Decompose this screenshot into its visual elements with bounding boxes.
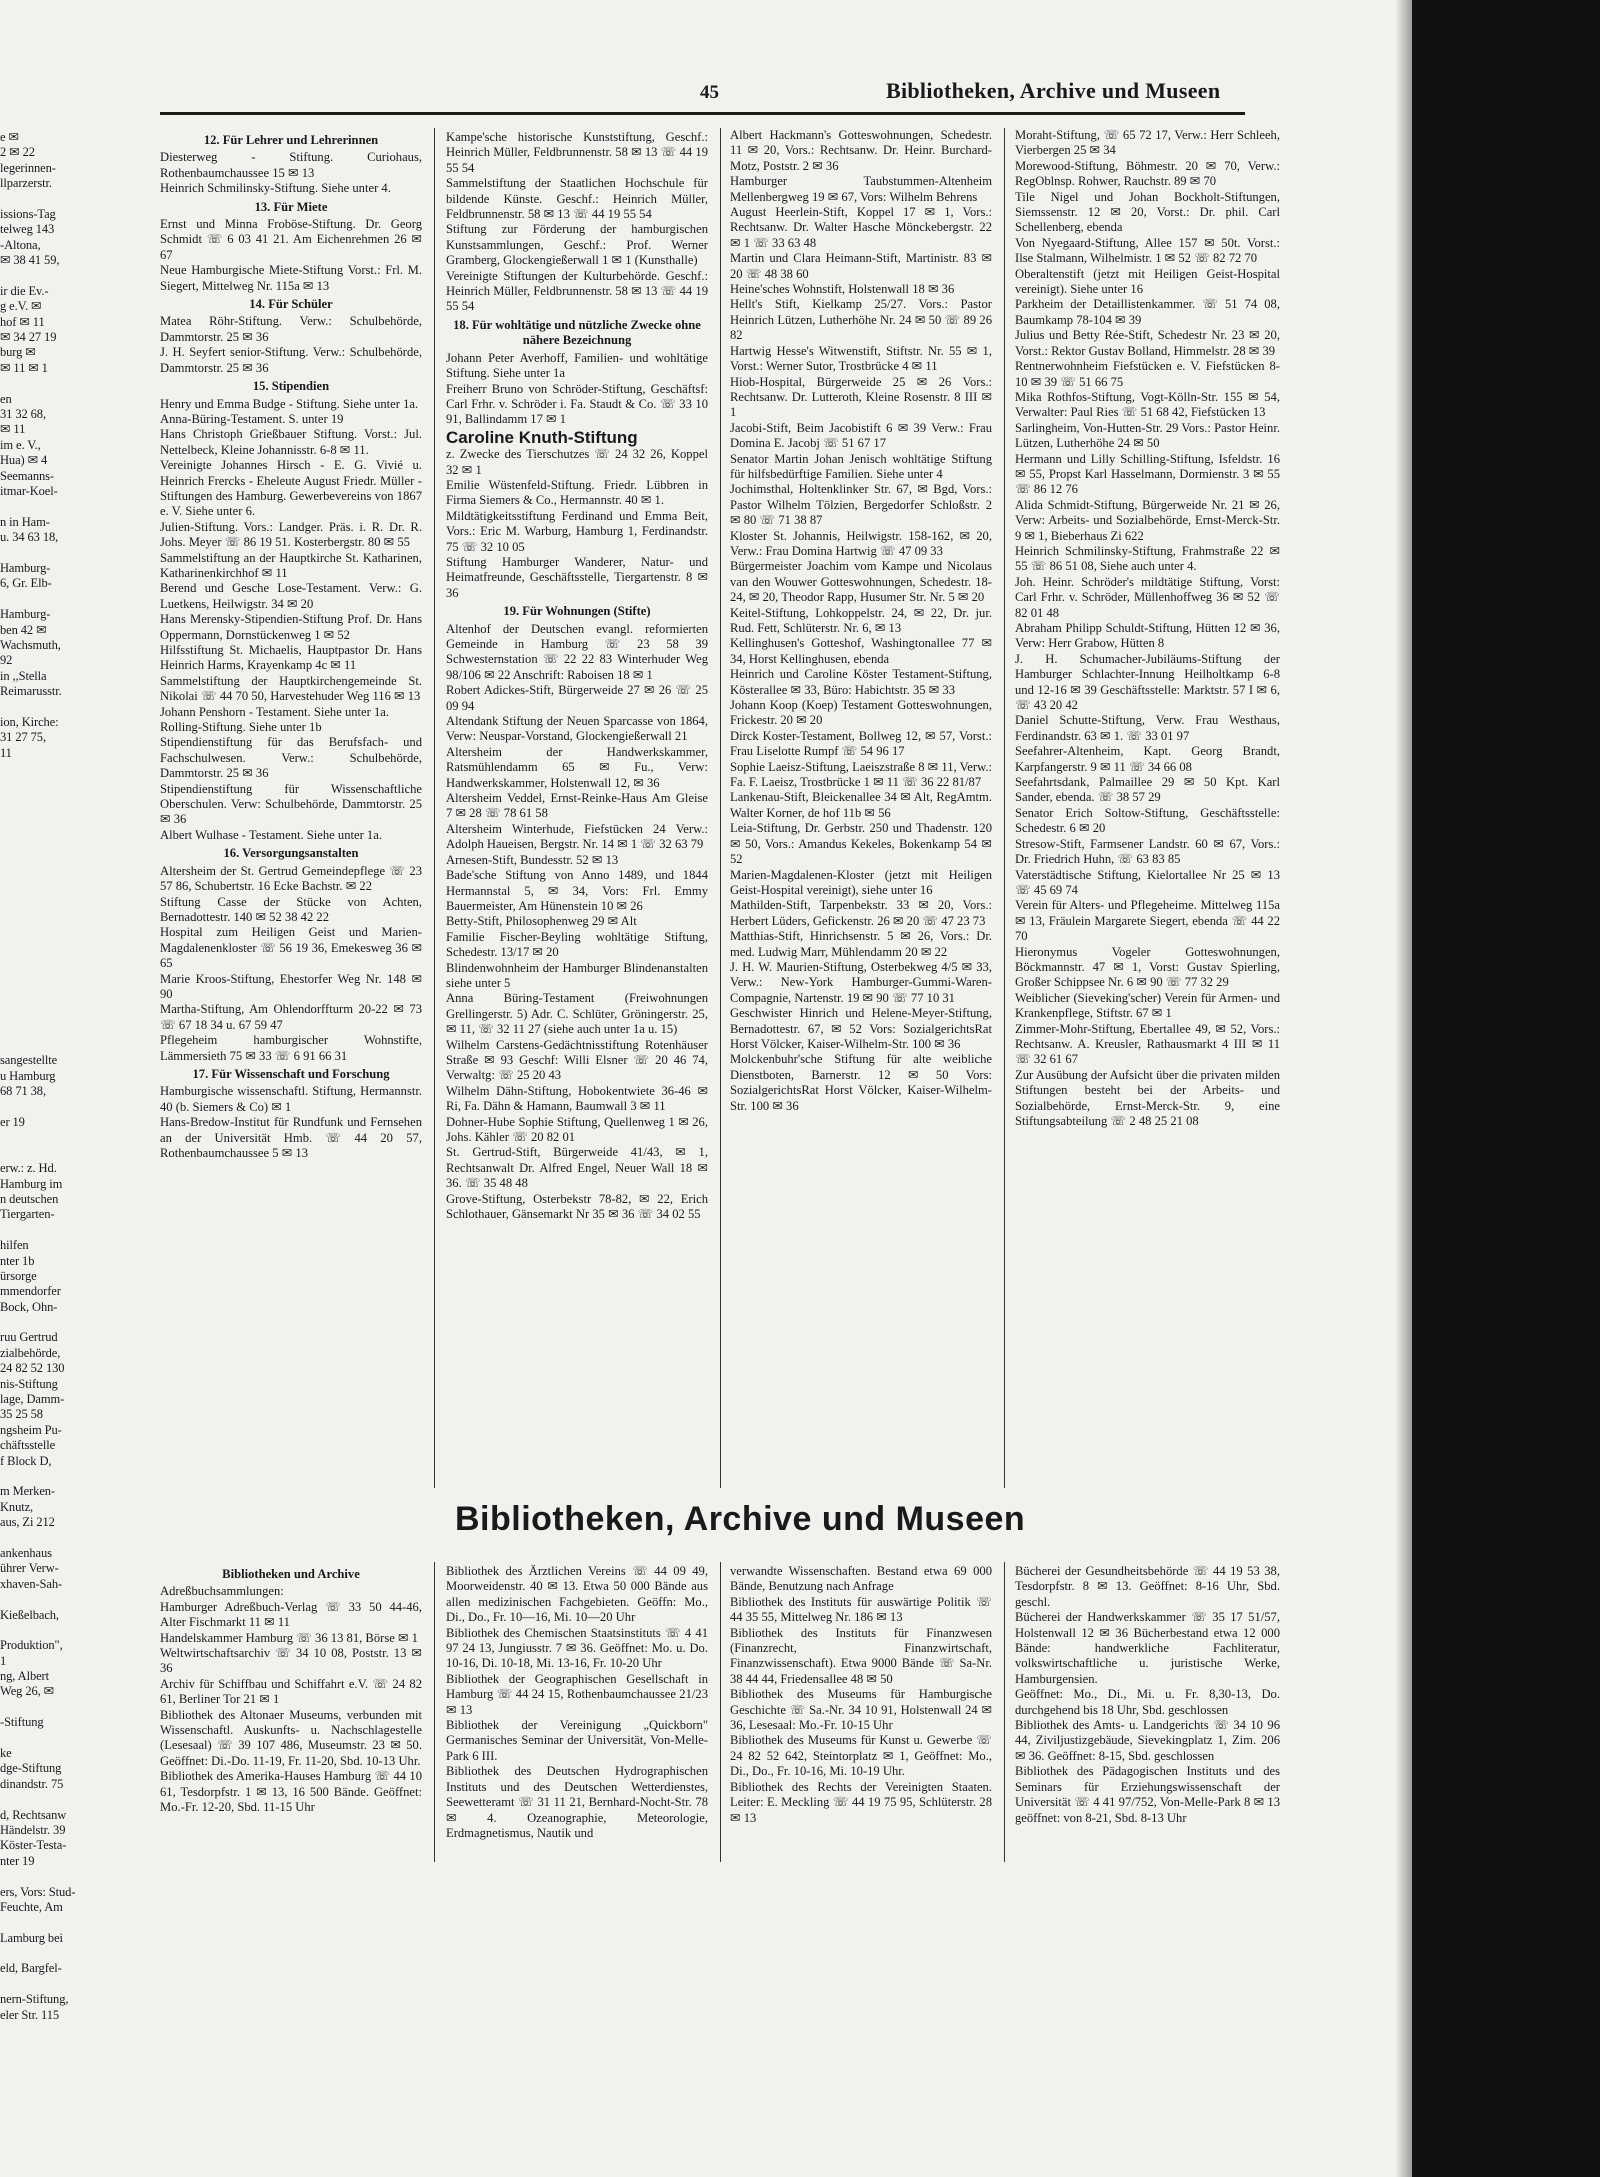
edge-text-line: ngsheim Pu- xyxy=(0,1422,62,1437)
edge-text-line: Hua) ✉ 4 xyxy=(0,453,48,468)
directory-entry: Sammelstiftung der Staatlichen Hochschule für bildende Künste. Geschf.: Heinrich Müller, Feldbrunnenstr. 58 ✉ 13 ☏ 44 19 55 54 xyxy=(446,176,708,222)
directory-entry: z. Zwecke des Tierschutzes ☏ 24 32 26, Koppel 32 ✉ 1 xyxy=(446,447,708,477)
directory-entry: Bibliothek des Chemischen Staatsinstituts ☏ 4 41 97 24 13, Jungiusstr. 7 ✉ 36. Geöffnet: Mo. u. Do. 10-16, Di. 10-18, Mi. 13-16, Fr. 10-20 Uhr xyxy=(446,1625,708,1671)
directory-entry: Berend und Gesche Lose-Testament. Verw.: G. Luetkens, Heilwigstr. 34 ✉ 20 xyxy=(160,581,422,611)
directory-entry: August Heerlein-Stift, Koppel 17 ✉ 1, Vors.: Rechtsanw. Dr. Walter Hasche Mönckebergstr. 22 ✉ 1 ☏ 33 63 48 xyxy=(730,205,992,250)
edge-text-line: lage, Damm- xyxy=(0,1392,65,1407)
edge-text-line: eler Str. 115 xyxy=(0,2007,59,2022)
edge-text-line: u Hamburg xyxy=(0,1068,56,1083)
running-title: Bibliotheken, Archive und Museen xyxy=(886,78,1221,103)
page-edge-shadow xyxy=(1395,0,1412,2177)
edge-text-line: ✉ 11 xyxy=(0,422,26,437)
edge-text-line xyxy=(0,838,86,853)
section-title: Bibliotheken, Archive und Museen xyxy=(455,1500,1026,1538)
edge-text-line: 35 25 58 xyxy=(0,1407,43,1422)
directory-entry: Jochimsthal, Holtenklinker Str. 67, ✉ Bgd, Vors.: Pastor Wilhelm Tölzien, Bergedorfer Schloßstr. 2 ✉ 80 ☏ 71 38 87 xyxy=(730,482,992,528)
column-divider xyxy=(434,128,435,1488)
bottom-column-1 xyxy=(160,1564,422,1816)
edge-text-line: nter 1b xyxy=(0,1253,35,1268)
directory-entry: Hellt's Stift, Kielkamp 25/27. Vors.: Pastor Heinrich Lützen, Lutherhöhe Nr. 24 ✉ 50 ☏ 89 26 82 xyxy=(730,297,992,343)
directory-entry: Lankenau-Stift, Bleickenallee 34 ✉ Alt, RegAmtm. Walter Korner, de hof 11b ✉ 56 xyxy=(730,790,992,820)
edge-text-line xyxy=(0,1977,86,1992)
section-heading: 14. Für Schüler xyxy=(249,297,333,312)
edge-text-line xyxy=(0,807,86,822)
directory-entry: Martha-Stiftung, Am Ohlendorffturm 20-22 ✉ 73 ☏ 67 18 34 u. 67 59 47 xyxy=(160,1002,422,1032)
edge-text-line xyxy=(0,546,86,561)
directory-entry: Anna Büring-Testament (Freiwohnungen Grellingerstr. 5) Adr. C. Schlüter, Gröningerstr. 25, ✉ 11, ☏ 32 11 27 (siehe auch unter 1a u. 15) xyxy=(446,991,708,1037)
directory-entry: Martin und Clara Heimann-Stift, Martinistr. 83 ✉ 20 ☏ 48 38 60 xyxy=(730,251,992,281)
column-divider xyxy=(434,1562,435,1862)
section-heading: 19. Für Wohnungen (Stifte) xyxy=(503,604,651,619)
directory-entry: Julius und Betty Rée-Stift, Schedestr Nr. 23 ✉ 20, Vorst.: Rektor Gustav Bolland, Himmelstr. 28 ✉ 39 xyxy=(1015,328,1280,358)
directory-entry: Abraham Philipp Schuldt-Stiftung, Hütten 12 ✉ 36, Verw: Herr Grabow, Hütten 8 xyxy=(1015,621,1280,651)
edge-text-line: ben 42 ✉ xyxy=(0,622,47,637)
directory-entry: J. H. Seyfert senior-Stiftung. Verw.: Schulbehörde, Dammtorstr. 25 ✉ 36 xyxy=(160,345,422,375)
edge-text-line: Feuchte, Am xyxy=(0,1899,63,1914)
directory-entry: Zur Ausübung der Aufsicht über die privaten milden Stiftungen besteht bei der Arbeits- und Sozialbehörde, Ernst-Merck-Str. 9, eine Stiftungsabteilung ☏ 2 48 25 21 08 xyxy=(1015,1067,1280,1128)
edge-text-line: Hamburg- xyxy=(0,560,51,575)
directory-entry: Mika Rothfos-Stiftung, Vogt-Kölln-Str. 155 ✉ 54, Verwalter: Paul Ries ☏ 51 68 42, Fiefstücken 13 xyxy=(1015,389,1280,420)
directory-entry: Senator Erich Soltow-Stiftung, Geschäftsstelle: Schedestr. 6 ✉ 20 xyxy=(1015,805,1280,836)
directory-entry: Keitel-Stiftung, Lohkoppelstr. 24, ✉ 22, Dr. jur. Rud. Fett, Schlüterstr. Nr. 6, ✉ 13 xyxy=(730,605,992,635)
edge-text-line: 11 xyxy=(0,745,12,760)
edge-text-line xyxy=(0,1592,86,1607)
directory-entry: Heinrich und Caroline Köster Testament-Stiftung, Kösterallee ✉ 33, Büro: Habichtstr. 35 ✉ 33 xyxy=(730,667,992,697)
edge-text-line xyxy=(0,592,86,607)
directory-entry: Heine'sches Wohnstift, Holstenwall 18 ✉ 36 xyxy=(730,282,955,297)
edge-text-line: ke xyxy=(0,1746,12,1761)
directory-entry: Jacobi-Stift, Beim Jacobistift 6 ✉ 39 Verw.: Frau Domina E. Jacobj ☏ 51 67 17 xyxy=(730,420,992,451)
directory-entry: Familie Fischer-Beyling wohltätige Stiftung, Schedestr. 13/17 ✉ 20 xyxy=(446,929,708,960)
directory-entry: Altersheim Winterhude, Fiefstücken 24 Verw.: Adolph Haueisen, Bergstr. Nr. 14 ✉ 1 ☏ 32 63 79 xyxy=(446,821,708,852)
directory-entry: Heinrich Schmilinsky-Stiftung, Frahmstraße 22 ✉ 55 ☏ 86 51 08, Siehe auch unter 4. xyxy=(1015,543,1280,574)
directory-entry: Kampe'sche historische Kunststiftung, Geschf.: Heinrich Müller, Feldbrunnenstr. 58 ✉ 13 ☏ 44 19 55 54 xyxy=(446,130,708,175)
directory-entry: Diesterweg - Stiftung. Curiohaus, Rothenbaumchaussee 15 ✉ 13 xyxy=(160,150,422,180)
bottom-column-3 xyxy=(730,1564,992,1826)
edge-text-line: f Block D, xyxy=(0,1453,52,1468)
edge-text-line xyxy=(0,1731,86,1746)
directory-entry: Von Nyegaard-Stiftung, Allee 157 ✉ 50t. Vorst.: Ilse Stalmann, Wilhelmistr. 1 ✉ 52 ☏ 82 72 70 xyxy=(1015,235,1280,266)
edge-text-line xyxy=(0,1038,86,1053)
directory-entry: Rolling-Stiftung. Siehe unter 1b xyxy=(160,720,322,735)
directory-entry: Bade'sche Stiftung von Anno 1489, und 1844 Hermannstal 5, ✉ 34, Vors: Frl. Emmy Bauermeister, Am Hünenstein 10 ✉ 26 xyxy=(446,868,708,913)
edge-text-line xyxy=(0,376,86,391)
edge-text-line: issions-Tag xyxy=(0,206,56,221)
directory-entry: Sophie Laeisz-Stiftung, Laeiszstraße 8 ✉ 11, Verw.: Fa. F. Laeisz, Trostbrücke 1 ✉ 11 ☏ 36 22 81/87 xyxy=(730,759,992,790)
directory-entry: Weltwirtschaftsarchiv ☏ 34 10 08, Poststr. 13 ✉ 36 xyxy=(160,1646,422,1676)
directory-entry: Leia-Stiftung, Dr. Gerbstr. 250 und Thadenstr. 120 ✉ 50, Vors.: Amandus Kekeles, Bokenkamp 54 ✉ 52 xyxy=(730,821,992,867)
directory-entry: Stiftung zur Förderung der hamburgischen Kunstsammlungen, Geschf.: Prof. Werner Gramberg, Glockengießerwall 1 ✉ 1 (Kunsthalle) xyxy=(446,222,708,268)
edge-text-line: -Stiftung xyxy=(0,1715,44,1730)
edge-text-line xyxy=(0,192,86,207)
edge-text-line: nter 19 xyxy=(0,1853,35,1868)
edge-text-line xyxy=(0,823,86,838)
directory-entry: Johann Koop (Koep) Testament Gotteswohnungen, Frickestr. 20 ✉ 20 xyxy=(730,698,992,728)
directory-entry: Pflegeheim hamburgischer Wohnstifte, Lämmersieth 75 ✉ 33 ☏ 6 91 66 31 xyxy=(160,1033,422,1063)
directory-entry: Bibliothek des Deutschen Hydrographischen Instituts und des Deutschen Wetterdienstes, Seewetteramt ☏ 31 11 21, Bernhard-Nocht-Str. 78 ✉ 4. Ozeanographie, Meteorologie, Erdmagnetismus, Nautik und xyxy=(446,1764,708,1840)
edge-text-line xyxy=(0,946,86,961)
directory-entry: Archiv für Schiffbau und Schiffahrt e.V. ☏ 24 82 61, Berliner Tor 21 ✉ 1 xyxy=(160,1676,422,1707)
edge-text-line: Hamburg- xyxy=(0,607,51,622)
directory-entry: Bibliothek des Amerika-Hauses Hamburg ☏ 44 10 61, Tesdorpfstr. 1 ✉ 13, 16 500 Bände. Geöffnet: Mo.-Fr. 12-20, Sbd. 11-15 Uhr xyxy=(160,1769,422,1815)
edge-text-line xyxy=(0,1146,86,1161)
directory-entry: Moraht-Stiftung, ☏ 65 72 17, Verw.: Herr Schleeh, Vierbergen 25 ✉ 34 xyxy=(1015,128,1280,158)
edge-text-line xyxy=(0,1946,86,1961)
highlighted-entry: Caroline Knuth-Stiftung xyxy=(446,427,638,447)
edge-text-line xyxy=(0,1869,86,1884)
column-divider xyxy=(720,1562,721,1862)
edge-text-line xyxy=(0,961,86,976)
edge-text-line: -Altona, xyxy=(0,237,41,252)
edge-text-line: Lamburg bei xyxy=(0,1930,63,1945)
directory-entry: Bibliothek der Vereinigung „Quickborn" Germanisches Seminar der Universität, Von-Melle-Park 6 III. xyxy=(446,1718,708,1763)
directory-entry: Ernst und Minna Froböse-Stiftung. Dr. Georg Schmidt ☏ 6 03 41 21. Am Eichenrehmen 26 ✉ 67 xyxy=(160,217,422,262)
directory-entry: Sammelstiftung an der Hauptkirche St. Katharinen, Katharinenkirchhof ✉ 11 xyxy=(160,550,422,580)
directory-entry: Kellinghusen's Gotteshof, Washingtonallee 77 ✉ 34, Horst Kellinghusen, ebenda xyxy=(730,636,992,666)
edge-text-line: erw.: z. Hd. xyxy=(0,1161,57,1176)
column-2 xyxy=(446,130,708,1222)
directory-entry: Wilhelm Carstens-Gedächtnisstiftung Rotenhäuser Straße ✉ 93 Geschf: Willi Elsner ☏ 20 46 74, Verwaltg: ☏ 25 20 43 xyxy=(446,1037,708,1083)
directory-entry: Bücherei der Gesundheitsbehörde ☏ 44 19 53 38, Tesdorpfstr. 8 ✉ 13. Geöffnet: 8-16 Uhr, Sbd. geschl. xyxy=(1015,1564,1280,1609)
directory-entry: Adreßbuchsammlungen: xyxy=(160,1584,284,1599)
edge-text-line xyxy=(0,792,86,807)
edge-text-line: e ✉ xyxy=(0,130,19,144)
directory-entry: Stipendienstiftung für Wissenschaftliche Oberschulen. Verw: Schulbehörde, Dammtorstr. 25 ✉ 36 xyxy=(160,781,422,827)
directory-entry: Oberaltenstift (jetzt mit Heiligen Geist-Hospital vereinigt). Siehe unter 16 xyxy=(1015,266,1280,297)
directory-entry: Joh. Heinr. Schröder's mildtätige Stiftung, Vorst: Carl Frhr. v. Schröder, Müllenhoffweg 36 ✉ 52 ☏ 82 01 48 xyxy=(1015,574,1280,620)
column-3 xyxy=(730,128,992,1114)
directory-entry: Hartwig Hesse's Witwenstift, Stiftstr. Nr. 55 ✉ 1, Vorst.: Werner Sutor, Trostbrücke 4 ✉ 11 xyxy=(730,343,992,374)
directory-entry: Altenhof der Deutschen evangl. reformierten Gemeinde in Hamburg ☏ 23 58 39 Schwesternstation ☏ 22 22 83 Winterhuder Weg 98/106 ✉ 22 Anschrift: Raboisen 18 ✉ 1 xyxy=(446,621,708,682)
directory-entry: Weiblicher (Sieveking'scher) Verein für Armen- und Krankenpflege, Stiftstr. 67 ✉ 1 xyxy=(1015,990,1280,1021)
edge-text-line: n deutschen xyxy=(0,1191,59,1206)
edge-text-line: 2 ✉ 22 xyxy=(0,145,35,160)
edge-text-line: 92 xyxy=(0,653,13,668)
edge-text-line: hof ✉ 11 xyxy=(0,314,45,329)
directory-entry: Bibliothek des Altonaer Museums, verbunden mit Wissenschaftl. Auskunfts- u. Nachschlagestelle (Lesesaal) ☏ 39 107 486, Museumstr. 23 ✉ 50. Geöffnet: Di.-Do. 11-19, Fr. 11-20, Sbd. 10-13 Uhr. xyxy=(160,1707,422,1768)
edge-text-line: ürsorge xyxy=(0,1268,37,1283)
section-heading: 13. Für Miete xyxy=(254,199,328,214)
directory-entry: Hans Christoph Grießbauer Stiftung. Vorst.: Jul. Nettelbeck, Kleine Johannisstr. 6-8 ✉ 11. xyxy=(160,427,422,457)
section-heading: 15. Stipendien xyxy=(252,379,330,394)
edge-text-line: en xyxy=(0,391,12,406)
edge-text-line: aus, Zi 212 xyxy=(0,1515,55,1530)
directory-entry: Seefahrer-Altenheim, Kapt. Georg Brandt, Karpfangerstr. 9 ✉ 11 ☏ 34 66 08 xyxy=(1015,744,1280,774)
edge-text-line xyxy=(0,1700,86,1715)
directory-entry: Dirck Koster-Testament, Bollweg 12, ✉ 57, Vorst.: Frau Liselotte Rumpf ☏ 54 96 17 xyxy=(730,728,992,759)
directory-entry: Seefahrtsdank, Palmaillee 29 ✉ 50 Kpt. Karl Sander, ebenda. ☏ 38 57 29 xyxy=(1015,775,1280,805)
edge-text-line: burg ✉ xyxy=(0,345,36,360)
edge-text-line: ührer Verw- xyxy=(0,1561,59,1576)
page-number: 45 xyxy=(700,82,719,103)
directory-entry: Anna-Büring-Testament. S. unter 19 xyxy=(160,411,344,426)
directory-entry: Dohner-Hube Sophie Stiftung, Quellenweg 1 ✉ 26, Johs. Kähler ☏ 20 82 01 xyxy=(446,1114,708,1144)
directory-entry: Arnesen-Stift, Bundesstr. 52 ✉ 13 xyxy=(446,852,619,867)
edge-text-line: m Merken- xyxy=(0,1484,55,1499)
edge-text-line: ruu Gertrud xyxy=(0,1330,58,1345)
directory-entry: Hilfsstiftung St. Michaelis, Hauptpastor Dr. Hans Heinrich Harms, Krayenkamp 4c ✉ 11 xyxy=(160,643,422,673)
directory-entry: Sarlingheim, Von-Hutten-Str. 29 Vors.: Pastor Heinr. Lützen, Lutherhöhe 24 ✉ 50 xyxy=(1015,420,1280,451)
directory-entry: Hamburger Adreßbuch-Verlag ☏ 33 50 44-46, Alter Fischmarkt 11 ✉ 11 xyxy=(160,1599,422,1630)
column-divider xyxy=(720,128,721,1488)
edge-text-line: Köster-Testa- xyxy=(0,1838,67,1853)
edge-text-line xyxy=(0,992,86,1007)
directory-entry: Vereinigte Johannes Hirsch - E. G. Vivié u. Heinrich Frercks - Eheleute August Friedr. Müller - Stiftungen des Hamburg. Gewerbevereins von 1867 e. V. Siehe unter 6. xyxy=(160,458,422,519)
column-1 xyxy=(160,130,422,1161)
directory-entry: Bücherei der Handwerkskammer ☏ 35 17 51/57, Holstenwall 12 ✉ 36 Bücherbestand etwa 12 000 Bände: handwerkliche Fachliteratur, volkswirtschaftliche u. juristische Werke, Hamburgensien. xyxy=(1015,1610,1280,1686)
directory-entry: Tile Nigel und Johan Bockholt-Stiftungen, Siemssenstr. 12 ✉ 20, Vorst.: Dr. phil. Carl Schellenberg, ebenda xyxy=(1015,189,1280,235)
directory-entry: Stiftung Casse der Stücke von Achten, Bernadottestr. 140 ✉ 52 38 42 22 xyxy=(160,894,422,924)
directory-entry: Stipendienstiftung für das Berufsfach- und Fachschulwesen. Verw.: Schulbehörde, Dammtorstr. 25 ✉ 36 xyxy=(160,735,422,781)
edge-text-line xyxy=(0,1315,86,1330)
directory-entry: Parkheim der Detaillistenkammer. ☏ 51 74 08, Baumkamp 78-104 ✉ 39 xyxy=(1015,297,1280,327)
edge-text-line: Tiergarten- xyxy=(0,1207,55,1222)
edge-text-line xyxy=(0,1007,86,1022)
directory-entry: Matthias-Stift, Hinrichsenstr. 5 ✉ 26, Vors.: Dr. med. Ludwig Marr, Mühlendamm 20 ✉ 22 xyxy=(730,929,992,959)
column-4 xyxy=(1015,128,1280,1129)
directory-entry: Geschwister Hinrich und Helene-Meyer-Stiftung, Bernadottestr. 67, ✉ 52 Vors: SozialgerichtsRat Horst Völcker, Kaiser-Wilhelm-Str. 100 ✉ 36 xyxy=(730,1006,992,1051)
edge-text-line: dge-Stiftung xyxy=(0,1761,62,1776)
directory-entry: Henry und Emma Budge - Stiftung. Siehe unter 1a. xyxy=(160,396,419,411)
directory-entry: Altersheim Veddel, Ernst-Reinke-Haus Am Gleise 7 ✉ 28 ☏ 78 61 58 xyxy=(446,791,708,821)
directory-entry: Bibliothek des Amts- u. Landgerichts ☏ 34 10 96 44, Ziviljustizgebäude, Sievekingplatz 1, Zim. 206 ✉ 36. Geöffnet: 8-15, Sbd. geschlossen xyxy=(1015,1718,1280,1763)
directory-entry: Grove-Stiftung, Osterbekstr 78-82, ✉ 22, Erich Schlothauer, Gänsemarkt Nr 35 ✉ 36 ☏ 34 02 55 xyxy=(446,1191,708,1222)
directory-entry: Alida Schmidt-Stiftung, Bürgerweide Nr. 21 ✉ 26, Verw: Arbeits- und Sozialbehörde, Ernst-Merck-Str. 9 ✉ 1, Bieberhaus Zi 622 xyxy=(1015,497,1280,543)
directory-entry: Zimmer-Mohr-Stiftung, Ebertallee 49, ✉ 52, Vors.: Rechtsanw. A. Kreusler, Rathausmarkt 4 III ✉ 11 ☏ 32 61 67 xyxy=(1015,1021,1280,1067)
directory-entry: Bibliothek des Rechts der Vereinigten Staaten. Leiter: E. Meckling ☏ 44 19 75 95, Schlüterstr. 28 ✉ 13 xyxy=(730,1779,992,1825)
edge-text-line: nis-Stiftung xyxy=(0,1376,58,1391)
edge-text-line: zialbehörde, xyxy=(0,1345,61,1360)
edge-text-line xyxy=(0,699,86,714)
directory-entry: Kloster St. Johannis, Heilwigstr. 158-162, ✉ 20, Verw.: Frau Domina Hartwig ☏ 47 09 33 xyxy=(730,528,992,558)
directory-entry: Hieronymus Vogeler Gotteswohnungen, Böckmannstr. 47 ✉ 1, Vorst: Gustav Spierling, Großer Schippsee Nr. 6 ✉ 90 ☏ 77 32 29 xyxy=(1015,944,1280,990)
directory-entry: Handelskammer Hamburg ☏ 36 13 81, Börse ✉ 1 xyxy=(160,1630,418,1645)
directory-entry: Altersheim der St. Gertrud Gemeindepflege ☏ 23 57 86, Schubertstr. 16 Ecke Bachstr. ✉ 22 xyxy=(160,863,422,894)
directory-entry: Bibliothek des Museums für Hamburgische Geschichte ☏ Sa.-Nr. 34 10 91, Holstenwall 24 ✉ 36, Lesesaal: Mo.-Fr. 10-15 Uhr xyxy=(730,1687,992,1733)
edge-text-line xyxy=(0,1023,86,1038)
edge-text-line: itmar-Koel- xyxy=(0,483,58,498)
edge-text-line: ankenhaus xyxy=(0,1545,52,1560)
edge-text-line: llparzerstr. xyxy=(0,176,52,191)
edge-text-line: ion, Kirche: xyxy=(0,714,59,729)
directory-entry: verwandte Wissenschaften. Bestand etwa 69 000 Bände, Benutzung nach Anfrage xyxy=(730,1564,992,1594)
edge-text-line: g e.V. ✉ xyxy=(0,299,42,314)
edge-text-line: ir die Ev.- xyxy=(0,283,49,298)
edge-text-line xyxy=(0,1469,86,1484)
directory-entry: Blindenwohnheim der Hamburger Blindenanstalten siehe unter 5 xyxy=(446,960,708,990)
section-heading: 17. Für Wissenschaft und Forschung xyxy=(192,1066,390,1081)
edge-text-line: Weg 26, ✉ xyxy=(0,1684,55,1699)
directory-entry: Albert Hackmann's Gotteswohnungen, Schedestr. 11 ✉ 20, Vors.: Rechtsanw. Dr. Heinr. Burchard-Motz, Poststr. 2 ✉ 36 xyxy=(730,128,992,173)
edge-text-line: 68 71 38, xyxy=(0,1084,46,1099)
directory-entry: Hermann und Lilly Schilling-Stiftung, Isfeldstr. 16 ✉ 55, Propst Karl Hasselmann, Dormienstr. 3 ✉ 55 ☏ 86 12 76 xyxy=(1015,451,1280,497)
edge-text-line xyxy=(0,1792,86,1807)
directory-entry: Rentnerwohnheim Fiefstücken e. V. Fiefstücken 8-10 ✉ 39 ☏ 51 66 75 xyxy=(1015,359,1280,389)
section-heading: 12. Für Lehrer und Lehrerinnen xyxy=(203,133,379,147)
edge-text-line: ng, Albert xyxy=(0,1669,49,1684)
column-divider xyxy=(1004,128,1005,1488)
edge-text-line: ✉ 34 27 19 xyxy=(0,330,57,345)
directory-entry: Hans-Bredow-Institut für Rundfunk und Fernsehen an der Universität Hmb. ☏ 44 20 57, Rothenbaumchaussee 5 ✉ 13 xyxy=(160,1115,422,1160)
edge-text-line: Händelstr. 39 xyxy=(0,1822,66,1837)
directory-entry: Hamburgische wissenschaftl. Stiftung, Hermannstr. 40 (b. Siemers & Co) ✉ 1 xyxy=(160,1084,422,1114)
directory-entry: Bibliothek des Museums für Kunst u. Gewerbe ☏ 24 82 52 642, Steintorplatz ✉ 1, Geöffnet: Mo., Di., Do., Fr. 10-16, Mi. 10-19 Uhr. xyxy=(730,1733,992,1779)
directory-entry: Vereinigte Stiftungen der Kulturbehörde. Geschf.: Heinrich Müller, Feldbrunnenstr. 58 ✉ 13 ☏ 44 19 55 54 xyxy=(446,268,708,314)
edge-text-line xyxy=(0,976,86,991)
edge-text-line: 6, Gr. Elb- xyxy=(0,576,52,591)
edge-text-line: im e. V., xyxy=(0,437,41,452)
edge-text-line: ✉ 11 ✉ 1 xyxy=(0,360,48,375)
bottom-column-2 xyxy=(446,1564,708,1841)
edge-text-line xyxy=(0,1531,86,1546)
left-page-edge-text xyxy=(0,130,86,2023)
directory-entry: Hospital zum Heiligen Geist und Marien-Magdalenenkloster ☏ 56 19 36, Emekesweg 36 ✉ 65 xyxy=(160,925,422,971)
directory-entry: Geöffnet: Mo., Di., Mi. u. Fr. 8,30-13, Do. durchgehend bis 18 Uhr, Sbd. geschlossen xyxy=(1015,1687,1280,1717)
directory-entry: Senator Martin Johan Jenisch wohltätige Stiftung für hilfsbedürftige Familien. Siehe unter 4 xyxy=(730,451,992,481)
edge-text-line: mmendorfer xyxy=(0,1284,61,1299)
directory-entry: Bürgermeister Joachim vom Kampe und Nicolaus van den Wouwer Gotteswohnungen, Schedestr. 18-24, ✉ 20, Theodor Rapp, Husumer Str. Nr. 5 ✉ 20 xyxy=(730,559,992,605)
edge-text-line: Hamburg im xyxy=(0,1176,63,1191)
edge-text-line: ✉ 38 41 59, xyxy=(0,253,60,268)
edge-text-line: 1 xyxy=(0,1653,7,1668)
edge-text-line xyxy=(0,900,86,915)
directory-entry: Hans Merensky-Stipendien-Stiftung Prof. Dr. Hans Oppermann, Dornstückenweg 1 ✉ 52 xyxy=(160,612,422,642)
directory-entry: Emilie Wüstenfeld-Stiftung. Friedr. Lübbren in Firma Siemers & Co., Hermannstr. 40 ✉ 1. xyxy=(446,477,708,508)
directory-entry: Morewood-Stiftung, Böhmestr. 20 ✉ 70, Verw.: RegOblnsp. Rohwer, Rauchstr. 89 ✉ 70 xyxy=(1015,158,1280,189)
directory-entry: Hiob-Hospital, Bürgerweide 25 ✉ 26 Vors.: Rechtsanw. Dr. Lutteroth, Kleine Rosenstr. 8 III ✉ 1 xyxy=(730,374,992,420)
directory-entry: Johann Penshorn - Testament. Siehe unter 1a. xyxy=(160,704,390,719)
directory-entry: Bibliothek des Pädagogischen Instituts und des Seminars für Erziehungswissenschaft der Universität ☏ 4 41 97/752, Von-Melle-Park 8 ✉ 13 geöffnet: von 8-21, Sbd. 8-13 Uhr xyxy=(1015,1764,1280,1825)
directory-entry: Freiherr Bruno von Schröder-Stiftung, Geschäftsf: Carl Frhr. v. Schröder i. Fa. Staudt & Co. ☏ 33 10 91, Ballindamm 17 ✉ 1 xyxy=(446,381,708,427)
directory-entry: Matea Röhr-Stiftung. Verw.: Schulbehörde, Dammtorstr. 25 ✉ 36 xyxy=(160,314,422,344)
edge-text-line: Knutz, xyxy=(0,1499,34,1514)
edge-text-line: xhaven-Sah- xyxy=(0,1576,63,1591)
directory-entry: Marie Kroos-Stiftung, Ehestorfer Weg Nr. 148 ✉ 90 xyxy=(160,971,422,1001)
edge-text-line: 31 32 68, xyxy=(0,407,46,422)
directory-entry: Bibliothek des Instituts für Finanzwesen (Finanzrecht, Finanzwirtschaft, Finanzwissenschaft). Etwa 9000 Bände ☏ Sa-Nr. 38 44 44, Friedensallee 48 ✉ 50 xyxy=(730,1625,992,1686)
directory-entry: Heinrich Schmilinsky-Stiftung. Siehe unter 4. xyxy=(160,181,391,196)
directory-entry: Hamburger Taubstummen-Altenheim Mellenbergweg 19 ✉ 67, Vors: Wilhelm Behrens xyxy=(730,174,992,204)
edge-text-line xyxy=(0,853,86,868)
edge-text-line xyxy=(0,869,86,884)
edge-text-line: nern-Stiftung, xyxy=(0,1992,69,2007)
edge-text-line: Kießelbach, xyxy=(0,1607,59,1622)
directory-entry: Betty-Stift, Philosophenweg 29 ✉ Alt xyxy=(446,914,637,929)
directory-entry: Neue Hamburgische Miete-Stiftung Vorst.: Frl. M. Siegert, Mittelweg Nr. 115a ✉ 13 xyxy=(160,263,422,293)
edge-text-line xyxy=(0,499,86,514)
edge-text-line: n in Ham- xyxy=(0,514,50,529)
edge-text-line xyxy=(0,1623,86,1638)
directory-entry: Bibliothek des Ärztlichen Vereins ☏ 44 09 49, Moorweidenstr. 40 ✉ 13. Etwa 50 000 Bände aus allen medizinischen Fachgebieten. Geöffn: Mo., Di., Do., Fr. 10—16, Mi. 10—20 Uhr xyxy=(446,1564,708,1625)
directory-entry: Albert Wulhase - Testament. Siehe unter 1a. xyxy=(160,827,382,842)
edge-text-line xyxy=(0,1223,86,1238)
edge-text-line: chäftsstelle xyxy=(0,1438,56,1453)
edge-text-line: Produktion", xyxy=(0,1638,63,1653)
edge-text-line: d, Rechtsanw xyxy=(0,1807,67,1822)
edge-text-line xyxy=(0,1130,86,1145)
edge-text-line: Seemanns- xyxy=(0,468,54,483)
edge-text-line xyxy=(0,776,86,791)
edge-text-line xyxy=(0,269,86,284)
edge-text-line: 24 82 52 130 xyxy=(0,1361,65,1376)
directory-entry: Bibliothek des Instituts für auswärtige Politik ☏ 44 35 55, Mittelweg Nr. 186 ✉ 13 xyxy=(730,1594,992,1625)
section-heading: Bibliotheken und Archive xyxy=(222,1567,360,1581)
edge-text-line: legerinnen- xyxy=(0,160,56,175)
edge-text-line xyxy=(0,761,86,776)
directory-entry: Wilhelm Dähn-Stiftung, Hobokentwiete 36-46 ✉ Ri, Fa. Dähn & Hamann, Baumwall 3 ✉ 11 xyxy=(446,1083,708,1114)
edge-text-line: 31 27 75, xyxy=(0,730,46,745)
edge-text-line: Bock, Ohn- xyxy=(0,1299,58,1314)
directory-entry: St. Gertrud-Stift, Bürgerweide 41/43, ✉ 1, Rechtsanwalt Dr. Alfred Engel, Neuer Wall 18 ✉ 36. ☏ 35 48 48 xyxy=(446,1145,708,1191)
directory-entry: Mildtätigkeitsstiftung Ferdinand und Emma Beit, Vors.: Eric M. Warburg, Hamburg 1, Ferdinandstr. 75 ☏ 32 10 05 xyxy=(446,508,708,554)
directory-entry: J. H. W. Maurien-Stiftung, Osterbekweg 4/5 ✉ 33, Verw.: New-York Hamburger-Gummi-Waren-Compagnie, Nartenstr. 19 ✉ 90 ☏ 77 10 31 xyxy=(730,959,992,1005)
directory-entry: Verein für Alters- und Pflegeheime. Mittelweg 115a ✉ 13, Fräulein Margarete Siegert, ebenda ☏ 44 22 70 xyxy=(1015,898,1280,944)
directory-entry: Sammelstiftung der Hauptkirchengemeinde St. Nikolai ☏ 44 70 50, Harvestehuder Weg 116 ✉ 13 xyxy=(160,673,422,704)
directory-entry: Marien-Magdalenen-Kloster (jetzt mit Heiligen Geist-Hospital vereinigt), siehe unter 16 xyxy=(730,867,992,897)
directory-entry: Johann Peter Averhoff, Familien- und wohltätige Stiftung. Siehe unter 1a xyxy=(446,350,708,381)
edge-text-line xyxy=(0,1915,86,1930)
edge-text-line: Reimarusstr. xyxy=(0,684,62,699)
edge-text-line xyxy=(0,1100,86,1115)
edge-text-line: er 19 xyxy=(0,1115,25,1129)
edge-text-line: in ,,Stella xyxy=(0,668,47,683)
directory-entry: Vaterstädtische Stiftung, Kielortallee Nr 25 ✉ 13 ☏ 45 69 74 xyxy=(1015,867,1280,897)
edge-text-line: dinandstr. 75 xyxy=(0,1776,64,1791)
edge-text-line: u. 34 63 18, xyxy=(0,530,59,545)
directory-entry: Altersheim der Handwerkskammer, Ratsmühlendamm 65 ✉ Fu., Verw: Handwerkskammer, Holstenwall 12, ✉ 36 xyxy=(446,744,708,790)
edge-text-line: Wachsmuth, xyxy=(0,637,61,652)
directory-entry: Bibliothek der Geographischen Gesellschaft in Hamburg ☏ 44 24 15, Rothenbaumchaussee 21/23 ✉ 13 xyxy=(446,1671,708,1717)
section-heading: 16. Versorgungsanstalten xyxy=(223,846,359,861)
edge-text-line: sangestellte xyxy=(0,1053,58,1068)
edge-text-line xyxy=(0,884,86,899)
edge-text-line: eld, Bargfel- xyxy=(0,1961,62,1976)
directory-entry: Stiftung Hamburger Wanderer, Natur- und Heimatfreunde, Geschäftsstelle, Tiergartenstr. 8 ✉ 36 xyxy=(446,554,708,600)
directory-entry: Robert Adickes-Stift, Bürgerweide 27 ✉ 26 ☏ 25 09 94 xyxy=(446,683,708,713)
section-heading: 18. Für wohltätige und nützliche Zwecke ohne nähere Bezeichnung xyxy=(453,317,701,348)
directory-entry: Julien-Stiftung. Vors.: Landger. Präs. i. R. Dr. R. Johs. Meyer ☏ 86 19 51. Kosterbergstr. 80 ✉ 55 xyxy=(160,519,422,550)
edge-text-line: ers, Vors: Stud- xyxy=(0,1884,76,1899)
directory-entry: Daniel Schutte-Stiftung, Verw. Frau Westhaus, Ferdinandstr. 63 ✉ 1. ☏ 33 01 97 xyxy=(1015,713,1280,743)
column-divider xyxy=(1004,1562,1005,1862)
directory-entry: Altendank Stiftung der Neuen Sparcasse von 1864, Verw: Neuspar-Vorstand, Glockengießerwall 21 xyxy=(446,714,708,744)
directory-entry: Molckenbuhr'sche Stiftung für alte weibliche Dienstboten, Barnerstr. 12 ✉ 50 Vors: SozialgerichtsRat Horst Völcker, Kaiser-Wilhelm-Str. 100 ✉ 36 xyxy=(730,1052,992,1113)
bottom-column-4 xyxy=(1015,1564,1280,1826)
directory-entry: Stresow-Stift, Farmsener Landstr. 60 ✉ 67, Vors.: Dr. Friedrich Huhn, ☏ 63 83 85 xyxy=(1015,836,1280,867)
edge-text-line xyxy=(0,915,86,930)
edge-text-line xyxy=(0,930,86,945)
directory-entry: J. H. Schumacher-Jubiläums-Stiftung der Hamburger Schlachter-Innung Heilholtkamp 6-8 und 12-16 ✉ 39 Geschäftsstelle: Marktstr. 57 I ✉ 6, ☏ 43 20 42 xyxy=(1015,651,1280,713)
edge-text-line: hilfen xyxy=(0,1238,29,1253)
edge-text-line: telweg 143 xyxy=(0,222,55,237)
header-rule xyxy=(160,112,1245,115)
directory-entry: Mathilden-Stift, Tarpenbekstr. 33 ✉ 20, Vors.: Herbert Lüders, Gefickenstr. 26 ✉ 20 ☏ 47 23 73 xyxy=(730,898,992,928)
